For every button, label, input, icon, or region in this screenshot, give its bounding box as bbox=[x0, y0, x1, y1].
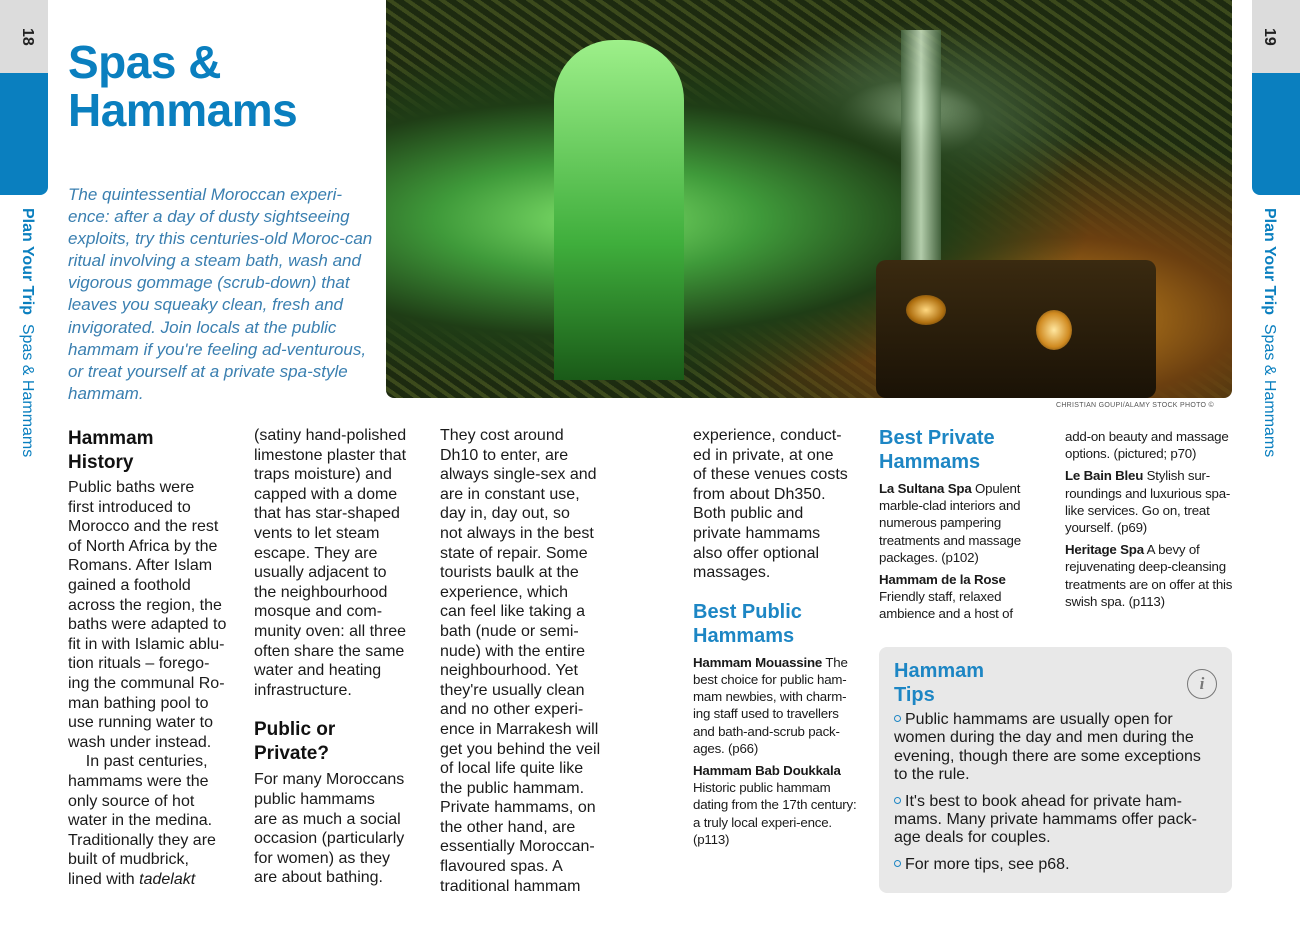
tip-text: For more tips, see p68. bbox=[905, 855, 1070, 873]
text-line: ence in Marrakesh will bbox=[440, 720, 599, 738]
basin bbox=[876, 260, 1156, 398]
venue-list bbox=[1065, 467, 1235, 610]
left-running-head bbox=[18, 208, 36, 457]
text-line: experience, which bbox=[440, 583, 569, 601]
venue-entry bbox=[693, 654, 863, 757]
text-line: built of mudbrick, bbox=[68, 851, 189, 869]
text-line: are about bathing. bbox=[254, 869, 383, 887]
title-line: Spas & bbox=[68, 36, 221, 88]
venue-entry bbox=[879, 571, 1044, 623]
text-line: traditional hammam bbox=[440, 877, 581, 895]
column-hammam-history bbox=[68, 427, 243, 889]
tip-item bbox=[894, 793, 1217, 848]
text-line: state of repair. Some bbox=[440, 544, 588, 562]
text-line: lined with tadelakt bbox=[68, 870, 196, 888]
venue-name: Hammam de la Rose bbox=[879, 572, 1006, 588]
text-line: and no other experi- bbox=[440, 701, 584, 719]
venue-description: Historic public hammam dating from the 17th century: a truly local experi-ence. (p113) bbox=[693, 780, 857, 847]
text-line: experience, conduct- bbox=[693, 427, 842, 444]
text-line: nude) with the entire bbox=[440, 642, 585, 660]
title-line: Hammams bbox=[68, 84, 298, 136]
left-section-tab bbox=[0, 73, 48, 195]
text-line: private hammams bbox=[693, 524, 821, 542]
text-line: often share the same bbox=[254, 642, 405, 660]
text-line: For many Moroccans bbox=[254, 771, 405, 789]
text-line: not always in the best bbox=[440, 524, 594, 542]
text-line: that has star-shaped bbox=[254, 505, 400, 523]
text-line: also offer optional bbox=[693, 544, 820, 562]
text-line: tion rituals – forego- bbox=[68, 655, 210, 673]
venue-name: Hammam Mouassine bbox=[693, 654, 823, 670]
best-private-continued bbox=[1065, 428, 1235, 615]
info-icon: i bbox=[1187, 669, 1217, 699]
best-public-heading: Best Public Hammams bbox=[693, 600, 802, 647]
text-line: only source of hot bbox=[68, 792, 195, 810]
text-line: they're usually clean bbox=[440, 681, 585, 699]
text-line: ed in private, at one bbox=[693, 446, 834, 464]
venue-entry bbox=[1065, 541, 1235, 610]
candle bbox=[906, 295, 946, 325]
text-line: the neighbourhood bbox=[254, 583, 388, 601]
text-line: wash under instead. bbox=[68, 733, 212, 751]
text-line: Public baths were bbox=[68, 479, 195, 496]
text-line: baths were adapted to bbox=[68, 616, 227, 634]
text-line: neighbourhood. Yet bbox=[440, 662, 578, 680]
text-line: water in the medina. bbox=[68, 812, 213, 830]
venue-description: A bevy of rejuvenating deep-cleansing treatments are on offer at this swish spa. (p113) bbox=[1065, 542, 1233, 609]
body-text bbox=[693, 426, 863, 583]
section-label: Plan Your Trip bbox=[19, 208, 36, 315]
page-title bbox=[68, 38, 297, 134]
text-line: limestone plaster that bbox=[254, 446, 407, 464]
text-line: gained a foothold bbox=[68, 576, 191, 594]
tips-list bbox=[894, 711, 1217, 874]
text-line: escape. They are bbox=[254, 544, 378, 562]
text-line: man bathing pool to bbox=[68, 694, 209, 712]
best-private-column bbox=[879, 426, 1044, 628]
text-line: use running water to bbox=[68, 714, 213, 732]
text-line: of these venues costs bbox=[693, 466, 848, 484]
text-line: occasion (particularly bbox=[254, 830, 405, 848]
text-line: Romans. After Islam bbox=[68, 557, 213, 575]
text-line: can feel like taking a bbox=[440, 603, 585, 621]
text-line: Both public and bbox=[693, 505, 804, 523]
text-line: flavoured spas. A bbox=[440, 858, 563, 876]
best-private-heading: Best Private Hammams bbox=[879, 427, 995, 473]
candle bbox=[1036, 310, 1072, 350]
venue-entry bbox=[693, 762, 863, 848]
italic-term: tadelakt bbox=[139, 870, 196, 888]
text-line: are as much a social bbox=[254, 810, 401, 828]
text-line: Private hammams, on bbox=[440, 799, 596, 817]
chapter-label: Spas & Hammams bbox=[19, 323, 36, 458]
text-line: always single-sex and bbox=[440, 466, 597, 484]
text-line: hammams were the bbox=[68, 772, 209, 790]
text-line: infrastructure. bbox=[254, 681, 352, 699]
text-line: munity oven: all three bbox=[254, 622, 407, 640]
venue-entry bbox=[879, 480, 1044, 566]
text-line: fit in with Islamic ablu- bbox=[68, 635, 225, 653]
chapter-label: Spas & Hammams bbox=[1261, 323, 1278, 458]
section-heading: Hammam History bbox=[68, 428, 154, 473]
text-line: Traditionally they are bbox=[68, 831, 216, 849]
body-text bbox=[440, 426, 615, 896]
venue-list bbox=[879, 480, 1044, 623]
venue-name: Le Bain Bleu bbox=[1065, 468, 1144, 484]
text-line: get you behind the veil bbox=[440, 740, 601, 758]
bullet-icon bbox=[894, 860, 901, 867]
text-line: Morocco and the rest bbox=[68, 518, 219, 536]
text-line: of North Africa by the bbox=[68, 537, 218, 555]
text-line: public hammams bbox=[254, 790, 375, 808]
right-page-number: 19 bbox=[1261, 28, 1278, 46]
text-line: vents to let steam bbox=[254, 524, 380, 542]
venue-name: Heritage Spa bbox=[1065, 542, 1144, 558]
right-section-tab bbox=[1252, 73, 1300, 195]
text-line: for women) as they bbox=[254, 849, 391, 867]
text-line: day in, day out, so bbox=[440, 505, 570, 523]
column-3 bbox=[440, 426, 615, 896]
body-text bbox=[68, 478, 243, 870]
section-heading: Public or Private? bbox=[254, 719, 336, 765]
text-line: across the region, the bbox=[68, 596, 222, 614]
intro-paragraph: The quintessential Moroccan experi-ence: after a day of dusty sightseeing exploits, try this centuries-old Moroc-can ritual involving a steam bath, wash and vigorous gommage (scrub-down) that leaves you squeaky clean, fresh and invigorated. Join locals at the public hammam if you're feeling ad-venturous, or treat yourself at a private spa-style hammam. bbox=[68, 185, 373, 403]
section-label: Plan Your Trip bbox=[1261, 208, 1278, 315]
tip-item bbox=[894, 711, 1217, 785]
text-line: (satiny hand-polished bbox=[254, 427, 407, 444]
venue-description: The best choice for public ham-mam newbies, with charm-ing staff used to travellers and bath-and-scrub pack-ages. (p66) bbox=[693, 654, 848, 756]
text-line: the other hand, are bbox=[440, 818, 576, 836]
tip-item bbox=[894, 856, 1217, 874]
text-line: from about Dh350. bbox=[693, 485, 826, 503]
text-line: ing the communal Ro- bbox=[68, 674, 225, 692]
text-line: Dh10 to enter, are bbox=[440, 446, 569, 464]
column-4 bbox=[693, 426, 863, 853]
venue-name: Hammam Bab Doukkala bbox=[693, 762, 841, 778]
text-line: mosque and com- bbox=[254, 603, 383, 621]
bullet-icon bbox=[894, 797, 901, 804]
venue-description: Friendly staff, relaxed ambience and a host of bbox=[879, 589, 1013, 622]
venue-description: Stylish sur-roundings and luxurious spa-like services. Go on, treat yourself. (p69) bbox=[1065, 468, 1231, 536]
venue-description: Opulent marble-clad interiors and numerous pampering treatments and massage packages. (p102) bbox=[879, 481, 1021, 565]
tips-heading: Hammam Tips bbox=[894, 660, 985, 706]
tip-text: Public hammams are usually open for women during the day and men during the evening, though there are some exceptions to the rule. bbox=[894, 711, 1201, 784]
hammam-tips-box bbox=[879, 647, 1232, 893]
text-line: essentially Moroccan- bbox=[440, 838, 595, 856]
body-text bbox=[254, 770, 429, 888]
venue-name: La Sultana Spa bbox=[879, 481, 972, 496]
right-running-head bbox=[1260, 208, 1278, 457]
bullet-icon bbox=[894, 715, 901, 722]
hammam-photo bbox=[386, 0, 1232, 398]
text-line: In past centuries, bbox=[68, 753, 208, 771]
photo-credit: CHRISTIAN GOUPI/ALAMY STOCK PHOTO © bbox=[1055, 402, 1214, 409]
text-line: bath (nude or semi- bbox=[440, 622, 579, 640]
text-line: tourists baulk at the bbox=[440, 564, 579, 582]
venue-list bbox=[693, 654, 863, 848]
text-line: massages. bbox=[693, 564, 771, 582]
text-line: usually adjacent to bbox=[254, 564, 387, 582]
column-2 bbox=[254, 426, 429, 888]
venue-entry bbox=[1065, 467, 1235, 536]
body-text bbox=[254, 426, 429, 700]
text-line: capped with a dome bbox=[254, 485, 398, 503]
left-page-number: 18 bbox=[19, 28, 36, 46]
text-line: They cost around bbox=[440, 427, 564, 444]
text-line: are in constant use, bbox=[440, 485, 580, 503]
text-line: the public hammam. bbox=[440, 779, 585, 797]
venue-text: add-on beauty and massage options. (pictured; p70) bbox=[1065, 429, 1229, 462]
tip-text: It's best to book ahead for private ham-mams. Many private hammams offer pack-age deals for couples. bbox=[894, 792, 1197, 847]
doorway-arch bbox=[554, 40, 684, 380]
text-line: first introduced to bbox=[68, 498, 191, 516]
text-line: of local life quite like bbox=[440, 760, 584, 778]
text-line: water and heating bbox=[254, 662, 382, 680]
text-line: traps moisture) and bbox=[254, 466, 392, 484]
